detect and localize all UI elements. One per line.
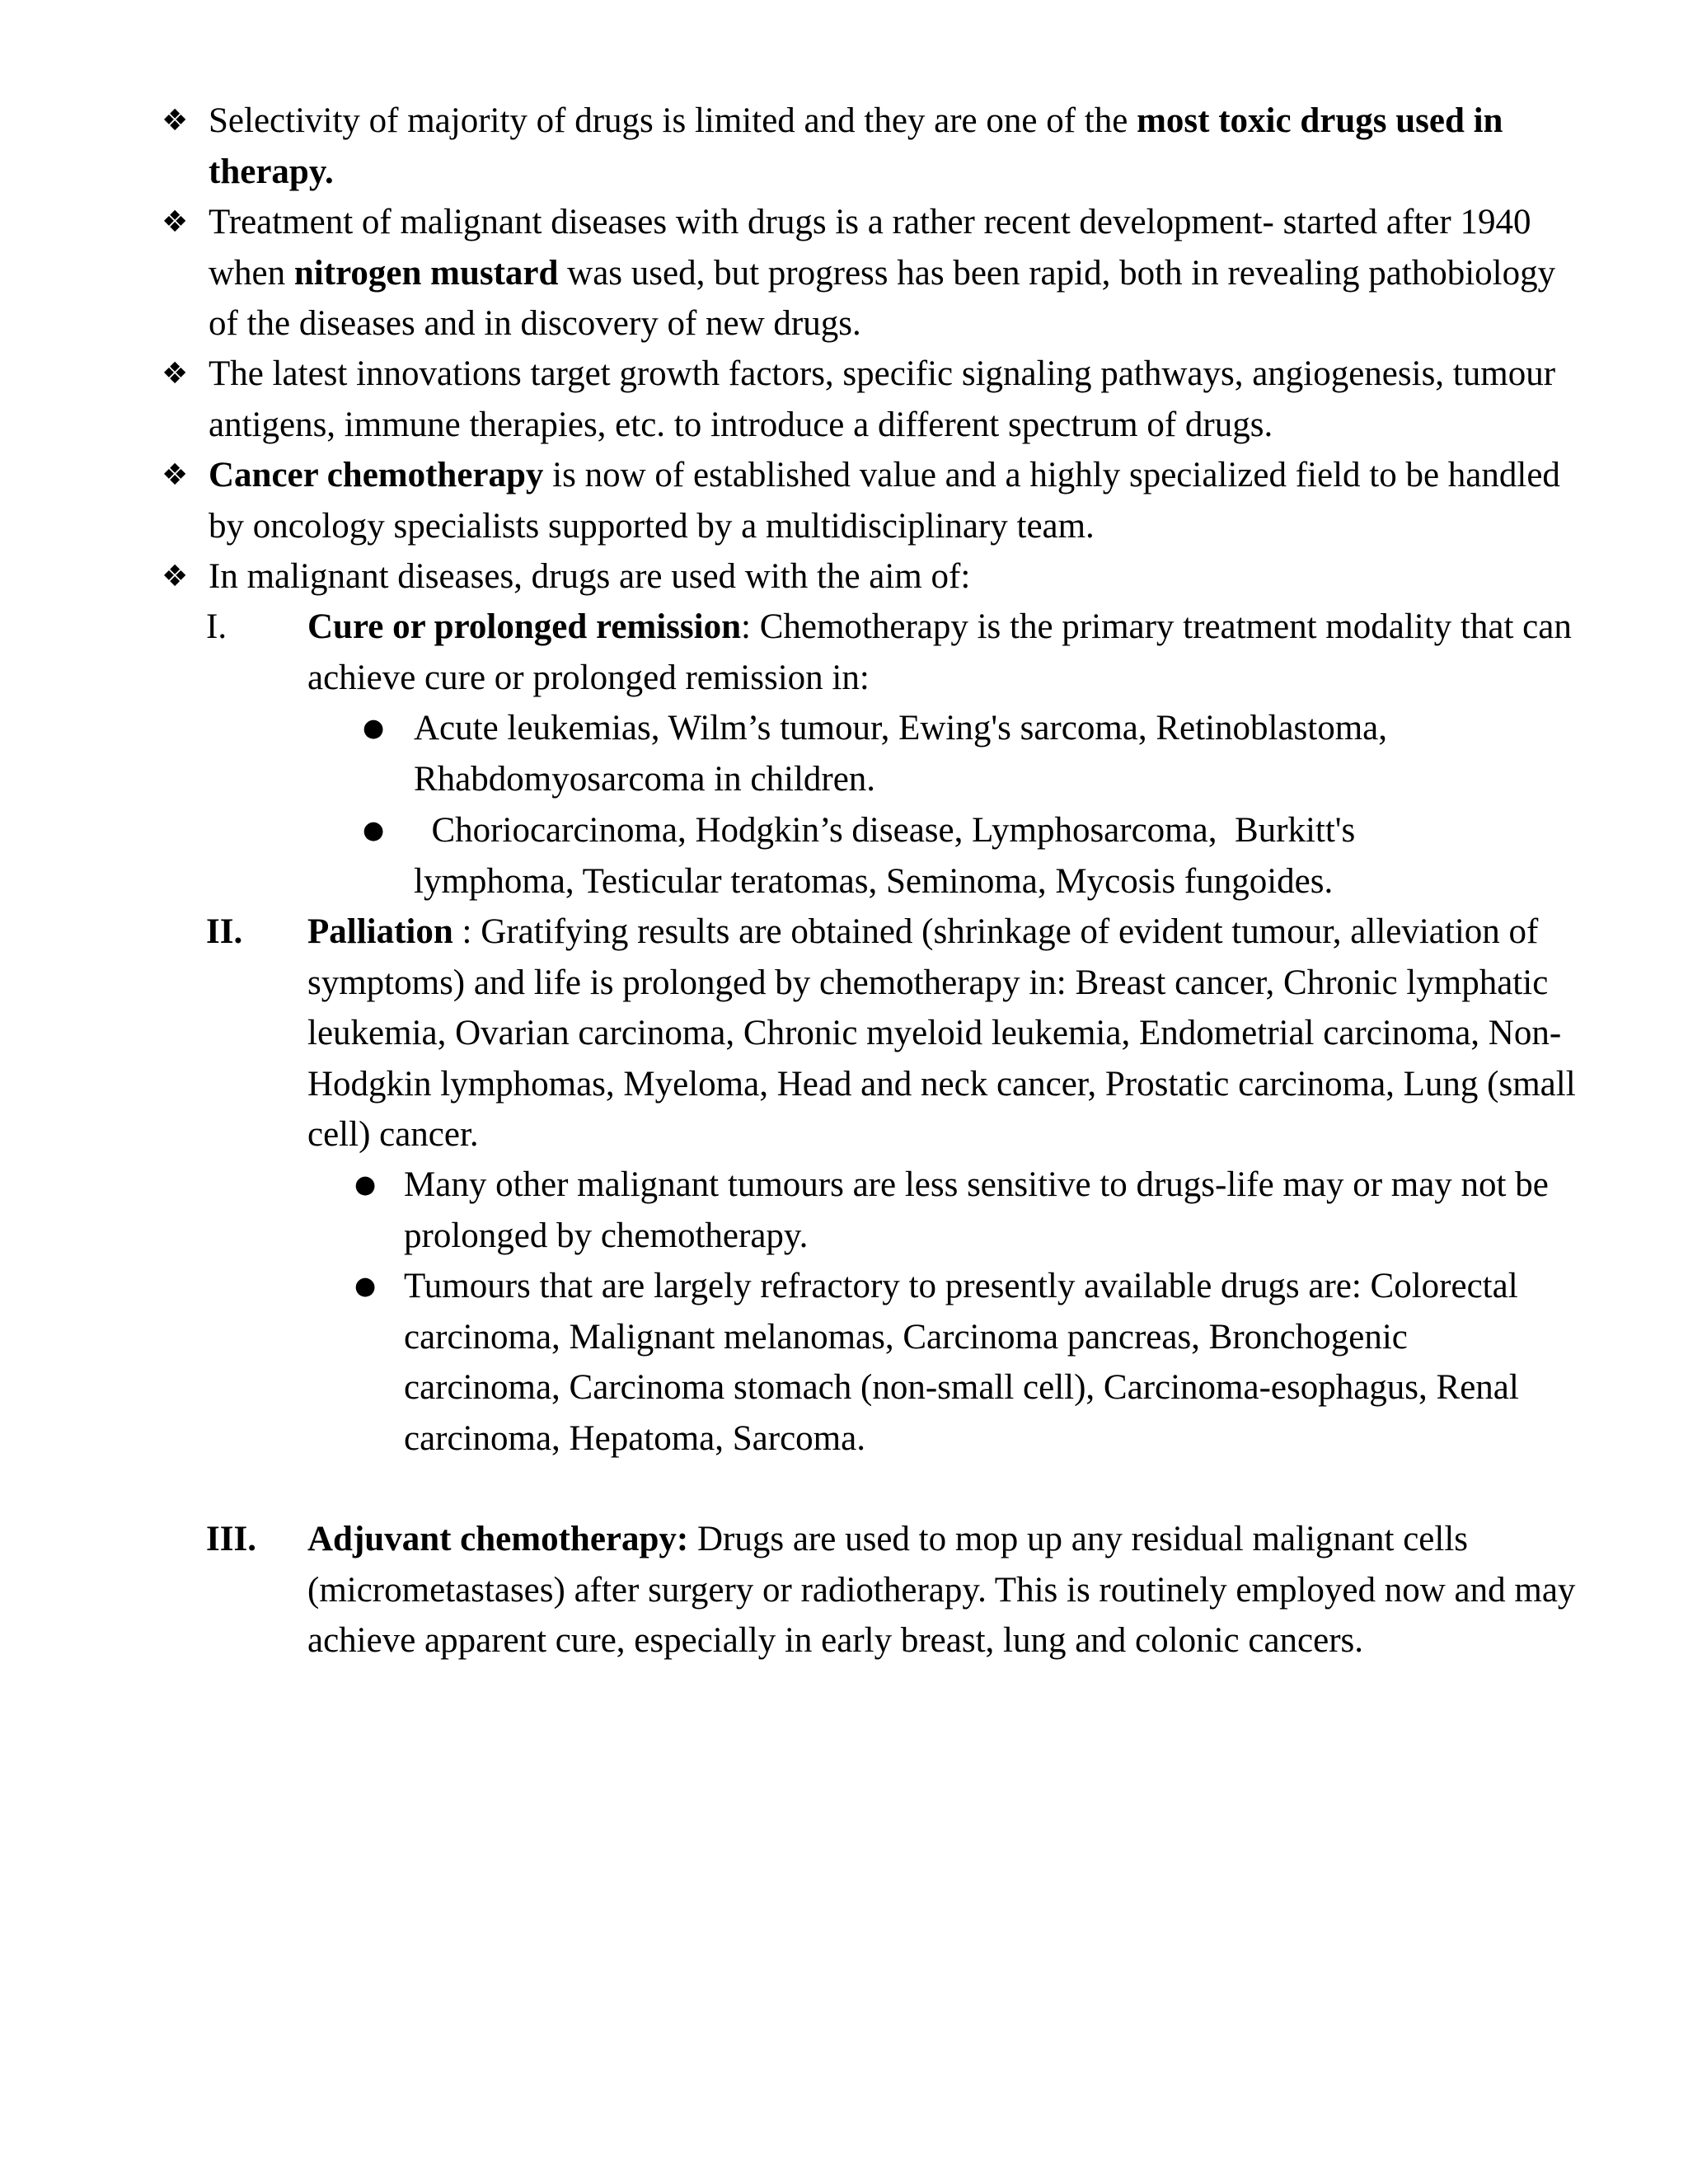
bullet-dot-icon: ● (354, 1272, 377, 1301)
bullet-text: Treatment of malignant diseases with drugs is a rather recent development- started after 1940 when nitrogen mustard was used, but progress has been rapid, both in revealing pathobiology of the diseases and in discovery of new drugs. (209, 203, 1556, 343)
list-item: ● Tumours that are largely refractory to presently available drugs are: Colorectal carcinoma, Malignant melanomas, Carcinoma pancreas, Bronchogenic carcinoma, Carcinoma stomach (non-small cell), Carcinoma-esophagus, Renal carcinoma, Hepatoma, Sarcoma. (354, 1261, 1566, 1464)
bullet-item (162, 96, 1579, 197)
bullet-item (162, 450, 1579, 551)
roman-numeral: III. (206, 1520, 256, 1558)
aim-text: Palliation : Gratifying results are obtained (shrinkage of evident tumour, alleviation of symptoms) and life is prolonged by chemotherapy in: Breast cancer, Chronic lymphatic leukemia, Ovarian carcinoma, Chronic myeloid leukemia, Endometrial carcinoma, Non-Hodgkin lymphomas, Myeloma, Head and neck cancer, Prostatic carcinoma, Lung (small cell) cancer. (307, 912, 1576, 1154)
bullet-item (162, 349, 1579, 450)
aim-item-palliation (206, 907, 1591, 1160)
diamond-bullet-icon: ❖ (162, 104, 189, 138)
bullet-text: Cancer chemotherapy is now of established value and a highly specialized field to be handled by oncology specialists supported by a multidisciplinary team. (209, 456, 1560, 546)
bullet-item (162, 197, 1579, 349)
aim-item-adjuvant (206, 1514, 1591, 1666)
roman-numeral: II. (206, 912, 243, 951)
bullet-dot-icon: ● (363, 816, 385, 845)
bullet-dot-icon: ● (363, 714, 385, 743)
diamond-bullet-icon: ❖ (162, 560, 189, 593)
roman-numeral: I. (206, 607, 227, 646)
list-item: ● Choriocarcinoma, Hodgkin’s disease, Lymphosarcoma, Burkitt's lymphoma, Testicular teratomas, Seminoma, Mycosis fungoides. (363, 805, 1517, 907)
diamond-bullet-icon: ❖ (162, 458, 189, 492)
bullet-dot-icon: ● (354, 1170, 377, 1199)
bullet-text: Selectivity of majority of drugs is limited and they are one of the most toxic drugs used in therapy. (209, 101, 1503, 191)
aim-item-cure (206, 602, 1591, 703)
aim-text: Adjuvant chemotherapy: Drugs are used to mop up any residual malignant cells (micrometastases) after surgery or radiotherapy. This is routinely employed now and may achieve apparent cure, especially in early breast, lung and colonic cancers. (307, 1520, 1576, 1660)
bullet-item (162, 551, 1579, 602)
diamond-bullet-icon: ❖ (162, 205, 189, 239)
aim-text: Cure or prolonged remission: Chemotherapy is the primary treatment modality that can achieve cure or prolonged remission in: (307, 607, 1572, 697)
list-item: ● Many other malignant tumours are less sensitive to drugs-life may or may not be prolonged by chemotherapy. (354, 1160, 1558, 1261)
bullet-text: In malignant diseases, drugs are used with the aim of: (209, 557, 971, 596)
bullet-text: The latest innovations target growth factors, specific signaling pathways, angiogenesis, tumour antigens, immune therapies, etc. to introduce a different spectrum of drugs. (209, 354, 1556, 444)
diamond-bullet-icon: ❖ (162, 357, 189, 391)
list-item: ● Acute leukemias, Wilm’s tumour, Ewing's sarcoma, Retinoblastoma, Rhabdomyosarcoma in children. (363, 703, 1517, 804)
